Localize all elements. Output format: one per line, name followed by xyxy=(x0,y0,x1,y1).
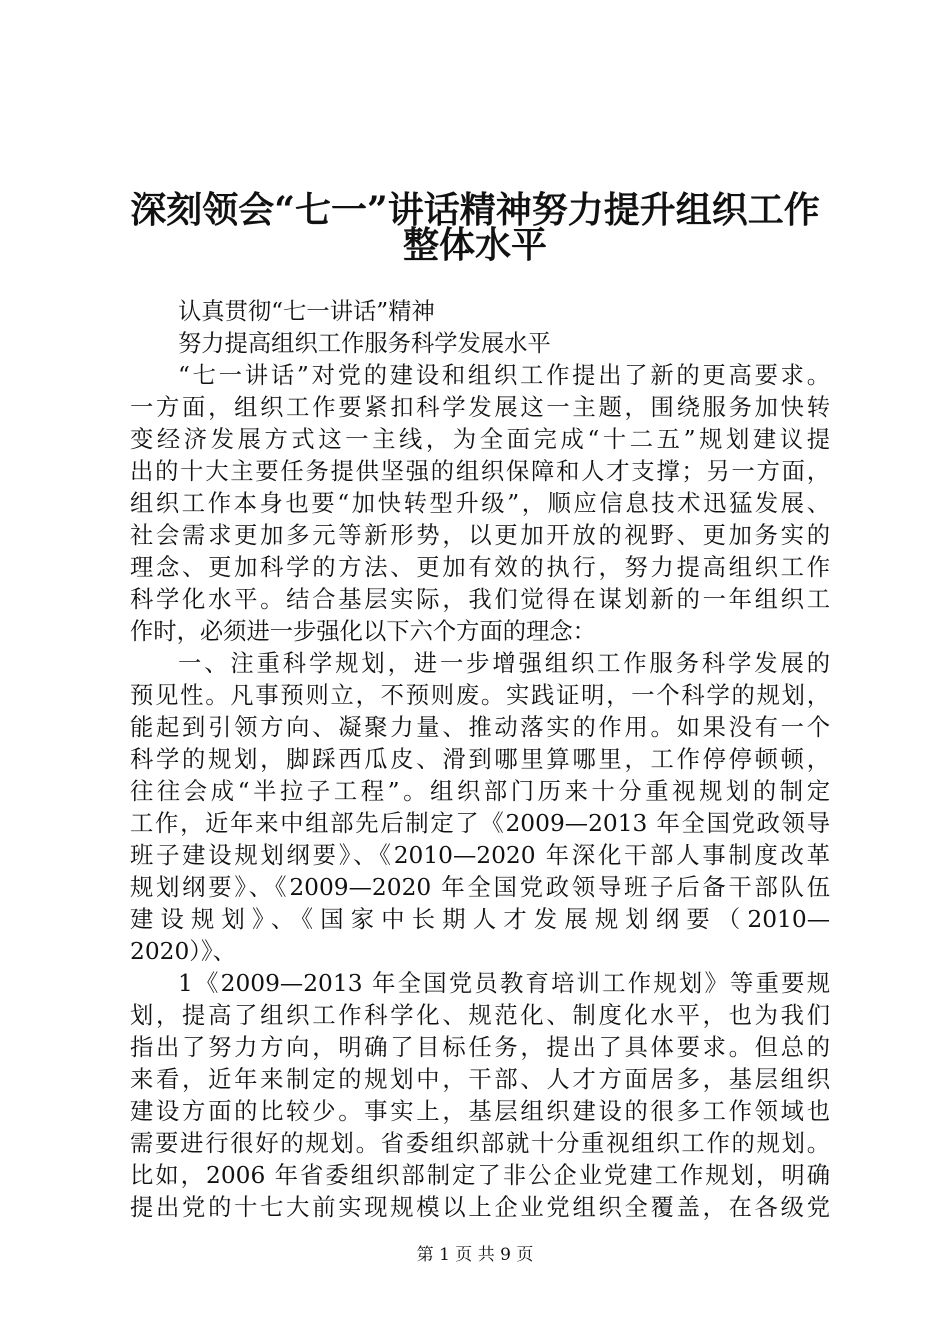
body-line: 1《2009—2013 年全国党员教育培训工作规划》等重要规 xyxy=(178,970,830,997)
body-line: 社会需求更加多元等新形势，以更加开放的视野、更加务实的 xyxy=(130,522,830,549)
body-line: 科学的规划，脚踩西瓜皮、滑到哪里算哪里，工作停停顿顿， xyxy=(130,746,830,773)
body-line: 工作，近年来中组部先后制定了《2009—2013 年全国党政领导 xyxy=(130,810,830,837)
body-line: 2020）》、 xyxy=(130,938,236,965)
document-title-line-2: 整体水平 xyxy=(402,224,547,266)
body-line: 提出党的十七大前实现规模以上企业党组织全覆盖，在各级党 xyxy=(130,1194,830,1221)
body-line: 往往会成“半拉子工程”。组织部门历来十分重视规划的制定 xyxy=(130,778,830,805)
body-line: 努力提高组织工作服务科学发展水平 xyxy=(178,330,551,357)
body-line: 变经济发展方式这一主线，为全面完成“十二五”规划建议提 xyxy=(130,426,830,453)
body-line: 来看，近年来制定的规划中，干部、人才方面居多，基层组织 xyxy=(130,1066,830,1093)
body-line: 划，提高了组织工作科学化、规范化、制度化水平，也为我们 xyxy=(130,1002,830,1029)
body-line: 作时，必须进一步强化以下六个方面的理念： xyxy=(130,618,596,645)
body-line: 理念、更加科学的方法、更加有效的执行，努力提高组织工作 xyxy=(130,554,830,581)
body-line: 班子建设规划纲要》、《2010—2020 年深化干部人事制度改革 xyxy=(130,842,830,869)
document-title-line-1: 深刻领会“七一”讲话精神努力提升组织工作 xyxy=(130,189,820,231)
body-line: 认真贯彻“七一讲话”精神 xyxy=(178,298,435,325)
body-line: 组织工作本身也要“加快转型升级”，顺应信息技术迅猛发展、 xyxy=(130,490,830,517)
document-body xyxy=(130,296,830,1224)
body-line: 建设规划》、《国家中长期人才发展规划纲要（2010— xyxy=(130,906,830,933)
body-line: 一、注重科学规划，进一步增强组织工作服务科学发展的 xyxy=(178,650,830,677)
body-line: 一方面，组织工作要紧扣科学发展这一主题，围绕服务加快转 xyxy=(130,394,830,421)
body-line: 比如，2006 年省委组织部制定了非公企业党建工作规划，明确 xyxy=(130,1162,830,1189)
body-line: 出的十大主要任务提供坚强的组织保障和人才支撑；另一方面， xyxy=(130,458,830,485)
body-line: 预见性。凡事预则立，不预则废。实践证明，一个科学的规划， xyxy=(130,682,830,709)
page-footer: 第 1 页 共 9 页 xyxy=(416,1245,534,1265)
body-line: 需要进行很好的规划。省委组织部就十分重视组织工作的规划。 xyxy=(130,1130,830,1157)
body-line: 能起到引领方向、凝聚力量、推动落实的作用。如果没有一个 xyxy=(130,714,830,741)
body-line: 规划纲要》、《2009—2020 年全国党政领导班子后备干部队伍 xyxy=(130,874,830,901)
body-line: 指出了努力方向，明确了目标任务，提出了具体要求。但总的 xyxy=(130,1034,830,1061)
body-line: 建设方面的比较少。事实上，基层组织建设的很多工作领域也 xyxy=(130,1098,830,1125)
body-line: “七一讲话”对党的建设和组织工作提出了新的更高要求。 xyxy=(178,362,830,389)
body-line: 科学化水平。结合基层实际，我们觉得在谋划新的一年组织工 xyxy=(130,586,830,613)
